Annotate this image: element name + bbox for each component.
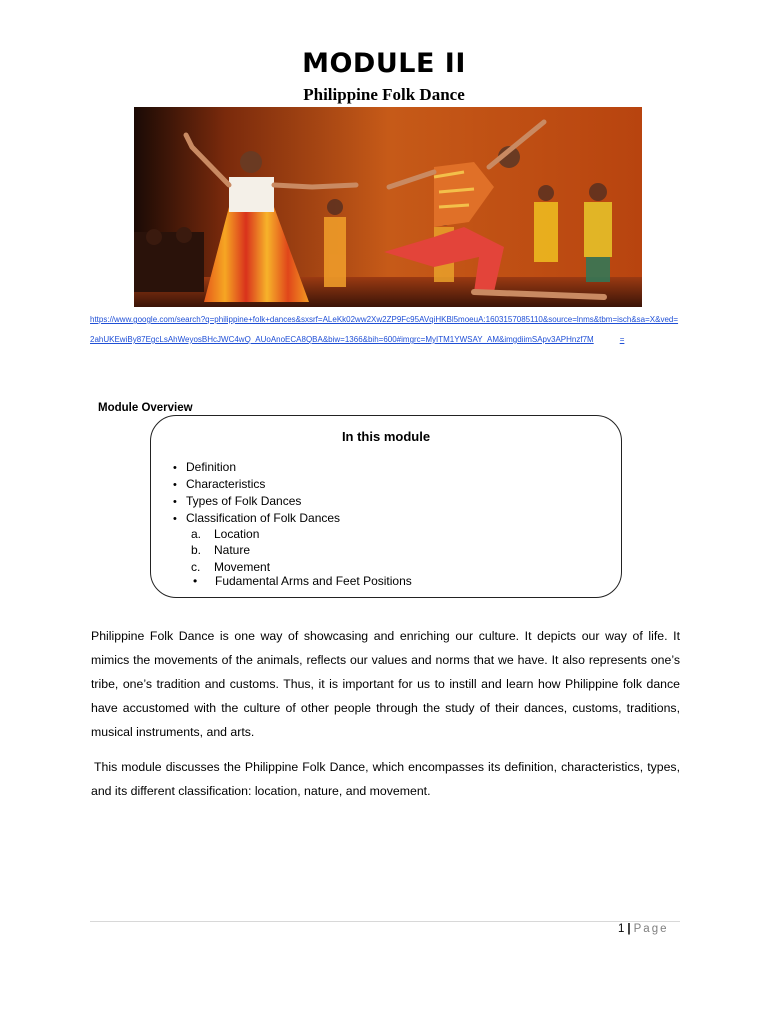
box-heading: In this module: [341, 429, 431, 444]
topic-item: • Types of Folk Dances: [173, 493, 340, 510]
module-overview-box: [150, 415, 622, 598]
classification-marker: b.: [191, 543, 202, 558]
image-source-url[interactable]: https://www.google.com/search?q=philippine+folk+dances&sxsrf=ALeKk02ww2Xw2ZP9Fc95AVqiHKBl5moeuA:1603157085110&source=lnms&tbm=isch&sa=X&ved=2ahUKEwiBy87EgcLsAhWeyosBHcJWC4wQ_AUoAnoECA8QBA&biw=1366&bih=600#imgrc=MyITM1YWSAY_AM&imgdiimSApv3APHnzf7M: [90, 315, 679, 344]
image-source-link[interactable]: [90, 310, 680, 350]
classification-marker: a.: [191, 527, 202, 541]
module-subtitle: Philippine Folk Dance: [303, 85, 465, 104]
page-footer: [618, 923, 668, 935]
bullet-dot-icon: •: [193, 574, 198, 588]
page-word: Page: [633, 923, 669, 935]
page-separator: |: [627, 923, 631, 935]
topic-item: • Classification of Folk Dances: [173, 510, 340, 527]
module-title: MODULE II: [302, 48, 466, 79]
topic-item: • Definition: [173, 459, 340, 476]
footer-divider: [90, 921, 680, 922]
body-paragraph-2: This module discusses the Philippine Folk Dance, which encompasses its definition, characteristics, types, and its different classification: location, nature, and movement.: [91, 760, 680, 798]
folk-dance-photo: [134, 107, 642, 307]
classification-text: Nature: [214, 543, 251, 558]
classification-marker: c.: [191, 559, 201, 574]
classification-item: [191, 542, 270, 558]
body-paragraph-1: Philippine Folk Dance is one way of showcasing and enriching our culture. It depicts our way of life. It mimics the movements of the animals, reflects our values and norms that we have. It also represents one’s tribe, one’s tradition and customs. Thus, it is important for us to instill and learn how Philippine folk dance have accustomed with the culture of other people through the study of their dances, customs, traditions, musical instruments, and arts.: [91, 629, 680, 739]
classification-text: Location: [214, 527, 260, 541]
classification-text: Movement: [214, 559, 271, 574]
topic-item-last: [193, 574, 412, 588]
page-number: 1: [618, 923, 625, 935]
classification-item: [191, 559, 270, 575]
classification-list: [191, 526, 270, 575]
image-source-trailing[interactable]: =: [619, 335, 625, 344]
topic-list: [173, 459, 340, 527]
classification-item: [191, 526, 270, 542]
module-overview-label: Module Overview: [98, 402, 193, 414]
topic-item: • Characteristics: [173, 476, 340, 493]
topic-item-last-text: Fudamental Arms and Feet Positions: [215, 574, 412, 588]
